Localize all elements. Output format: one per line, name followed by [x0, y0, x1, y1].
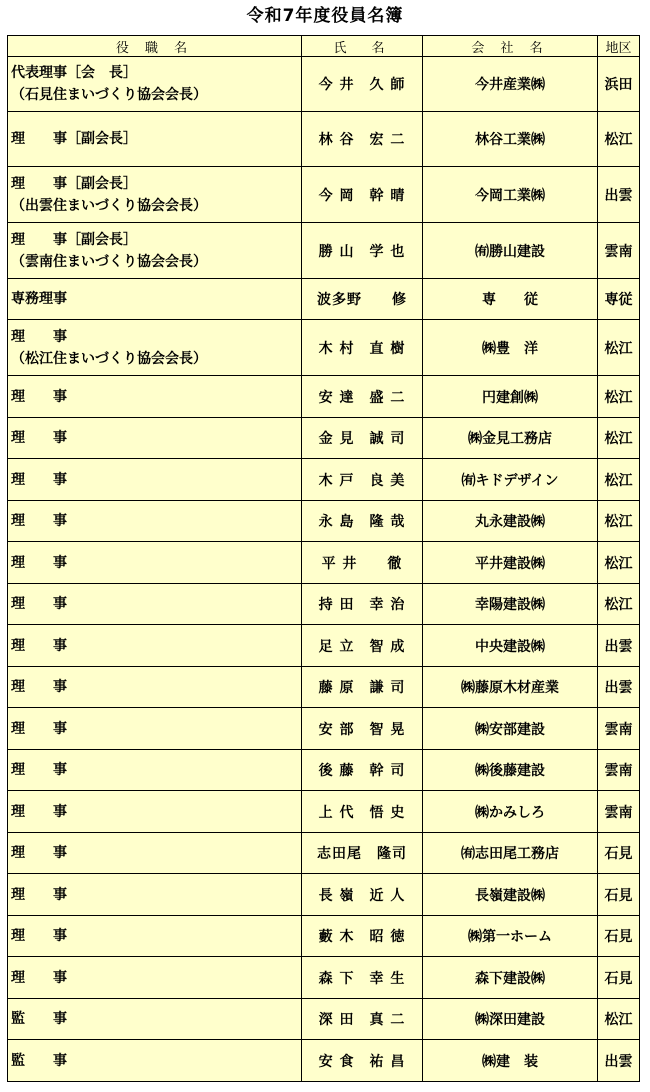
cell-role: 代表理事［会 長］ （石見住まいづくり協会会長） — [8, 57, 302, 112]
table-row — [8, 667, 640, 708]
cell-name: 木 戸 良 美 — [302, 459, 423, 501]
cell-name: 上 代 悟 史 — [302, 791, 423, 833]
cell-company: ㈱金見工務店 — [423, 418, 598, 459]
cell-company: 林谷工業㈱ — [423, 112, 598, 167]
cell-role: 監 事 — [8, 1040, 302, 1082]
cell-name: 後 藤 幹 司 — [302, 750, 423, 791]
cell-company: ㈱建 装 — [423, 1040, 598, 1082]
cell-company: ㈱藤原木材産業 — [423, 667, 598, 708]
cell-company: 平井建設㈱ — [423, 542, 598, 584]
cell-company: ㈱かみしろ — [423, 791, 598, 833]
table-row — [8, 874, 640, 916]
cell-role: 理 事 — [8, 584, 302, 625]
cell-role: 理 事 — [8, 916, 302, 957]
cell-name: 林 谷 宏 二 — [302, 112, 423, 167]
cell-area: 松江 — [598, 418, 640, 459]
cell-area: 雲南 — [598, 750, 640, 791]
cell-area: 松江 — [598, 376, 640, 418]
cell-name: 安 部 智 晃 — [302, 708, 423, 750]
cell-role: 理 事［副会長］ — [8, 112, 302, 167]
cell-area: 石見 — [598, 833, 640, 874]
cell-company: 今井産業㈱ — [423, 57, 598, 112]
cell-name: 波多野 修 — [302, 279, 423, 320]
cell-area: 出雲 — [598, 167, 640, 223]
cell-company: 中央建設㈱ — [423, 625, 598, 667]
cell-name: 今 井 久 師 — [302, 57, 423, 112]
cell-role: 理 事 — [8, 418, 302, 459]
table-row — [8, 1040, 640, 1082]
cell-name: 勝 山 学 也 — [302, 223, 423, 279]
cell-area: 出雲 — [598, 625, 640, 667]
table-row — [8, 112, 640, 167]
table-row — [8, 57, 640, 112]
cell-company: ㈱豊 洋 — [423, 320, 598, 376]
cell-company: ㈲勝山建設 — [423, 223, 598, 279]
cell-area: 浜田 — [598, 57, 640, 112]
cell-area: 雲南 — [598, 791, 640, 833]
cell-name: 深 田 真 二 — [302, 999, 423, 1040]
cell-company: 森下建設㈱ — [423, 957, 598, 999]
cell-area: 松江 — [598, 584, 640, 625]
cell-company: ㈲キドデザイン — [423, 459, 598, 501]
cell-name: 安 食 祐 昌 — [302, 1040, 423, 1082]
header-area: 地区 — [598, 36, 640, 57]
table-row — [8, 584, 640, 625]
cell-name: 安 達 盛 二 — [302, 376, 423, 418]
cell-area: 松江 — [598, 320, 640, 376]
cell-name: 足 立 智 成 — [302, 625, 423, 667]
table-row — [8, 999, 640, 1040]
table-row — [8, 916, 640, 957]
header-company: 会 社 名 — [423, 36, 598, 57]
cell-name: 木 村 直 樹 — [302, 320, 423, 376]
table-row — [8, 708, 640, 750]
cell-company: ㈱安部建設 — [423, 708, 598, 750]
cell-company: ㈱第一ホーム — [423, 916, 598, 957]
cell-name: 藪 木 昭 徳 — [302, 916, 423, 957]
cell-name: 志田尾 隆司 — [302, 833, 423, 874]
cell-role: 理 事 — [8, 542, 302, 584]
table-row — [8, 418, 640, 459]
header-role: 役 職 名 — [8, 36, 302, 57]
table-row — [8, 542, 640, 584]
cell-role: 理 事［副会長］ （雲南住まいづくり協会会長） — [8, 223, 302, 279]
cell-role: 理 事 — [8, 459, 302, 501]
cell-company: ㈲志田尾工務店 — [423, 833, 598, 874]
cell-area: 松江 — [598, 542, 640, 584]
cell-name: 永 島 隆 哉 — [302, 501, 423, 542]
table-row — [8, 750, 640, 791]
cell-company: 丸永建設㈱ — [423, 501, 598, 542]
cell-area: 石見 — [598, 916, 640, 957]
table-row — [8, 459, 640, 501]
page-title: 令和7年度役員名簿 — [246, 6, 404, 26]
table-row — [8, 625, 640, 667]
cell-area: 専従 — [598, 279, 640, 320]
cell-role: 理 事［副会長］ （出雲住まいづくり協会会長） — [8, 167, 302, 223]
cell-role: 理 事 — [8, 376, 302, 418]
cell-name: 藤 原 謙 司 — [302, 667, 423, 708]
table-header-row — [8, 36, 640, 57]
cell-area: 石見 — [598, 957, 640, 999]
cell-name: 持 田 幸 治 — [302, 584, 423, 625]
cell-company: 専 従 — [423, 279, 598, 320]
table-row — [8, 376, 640, 418]
cell-name: 森 下 幸 生 — [302, 957, 423, 999]
cell-area: 松江 — [598, 112, 640, 167]
cell-role: 理 事 — [8, 708, 302, 750]
cell-company: ㈱後藤建設 — [423, 750, 598, 791]
cell-name: 長 嶺 近 人 — [302, 874, 423, 916]
cell-area: 松江 — [598, 501, 640, 542]
cell-company: 幸陽建設㈱ — [423, 584, 598, 625]
cell-role: 理 事 （松江住まいづくり協会会長） — [8, 320, 302, 376]
cell-role: 理 事 — [8, 750, 302, 791]
cell-role: 理 事 — [8, 957, 302, 999]
table-row — [8, 167, 640, 223]
table-row — [8, 279, 640, 320]
cell-role: 理 事 — [8, 667, 302, 708]
cell-role: 監 事 — [8, 999, 302, 1040]
cell-role: 理 事 — [8, 625, 302, 667]
cell-role: 理 事 — [8, 501, 302, 542]
table-row — [8, 320, 640, 376]
cell-name: 平 井 徹 — [302, 542, 423, 584]
table-row — [8, 223, 640, 279]
cell-role: 理 事 — [8, 833, 302, 874]
cell-company: 今岡工業㈱ — [423, 167, 598, 223]
cell-area: 松江 — [598, 459, 640, 501]
officer-roster-table — [7, 35, 640, 1082]
cell-area: 雲南 — [598, 223, 640, 279]
cell-area: 雲南 — [598, 708, 640, 750]
cell-company: 円建創㈱ — [423, 376, 598, 418]
table-row — [8, 791, 640, 833]
table-row — [8, 833, 640, 874]
cell-company: ㈱深田建設 — [423, 999, 598, 1040]
table-row — [8, 957, 640, 999]
cell-role: 理 事 — [8, 874, 302, 916]
cell-area: 石見 — [598, 874, 640, 916]
cell-area: 松江 — [598, 999, 640, 1040]
cell-name: 今 岡 幹 晴 — [302, 167, 423, 223]
cell-role: 理 事 — [8, 791, 302, 833]
table-row — [8, 501, 640, 542]
cell-area: 出雲 — [598, 1040, 640, 1082]
header-name: 氏 名 — [302, 36, 423, 57]
cell-company: 長嶺建設㈱ — [423, 874, 598, 916]
cell-area: 出雲 — [598, 667, 640, 708]
cell-role: 専務理事 — [8, 279, 302, 320]
cell-name: 金 見 誠 司 — [302, 418, 423, 459]
